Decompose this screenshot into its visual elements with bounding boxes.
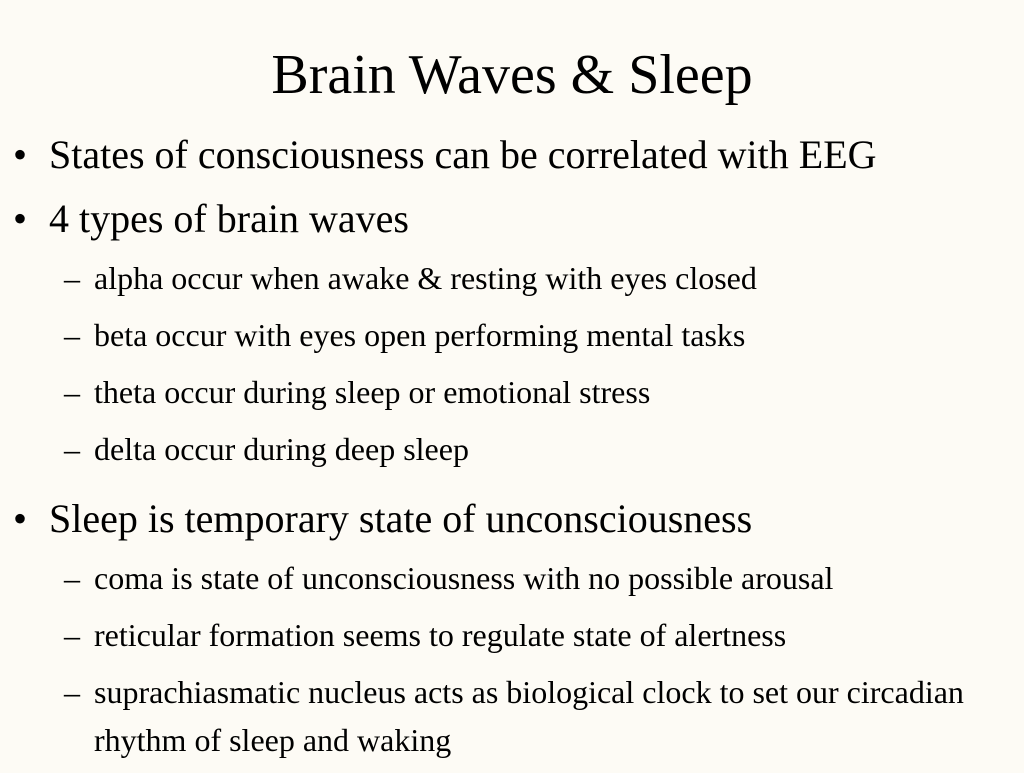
sub-bullet-item	[0, 668, 1024, 764]
dash-icon: –	[64, 617, 80, 653]
dash-icon: –	[64, 374, 80, 410]
bullet-icon: •	[13, 496, 28, 541]
dash-icon: –	[64, 674, 80, 710]
slide-content	[0, 126, 1024, 773]
bullet-item	[0, 126, 1024, 184]
sub-bullet-text: suprachiasmatic nucleus acts as biological clock to set our circadian rhythm of sleep and waking	[94, 674, 964, 758]
slide-title: Brain Waves & Sleep	[271, 44, 753, 106]
sub-bullet-item	[0, 368, 1024, 416]
spacer	[0, 482, 1024, 490]
dash-icon: –	[64, 260, 80, 296]
bullet-icon: •	[13, 196, 28, 241]
sub-bullet-text: reticular formation seems to regulate state of alertness	[94, 617, 787, 653]
dash-icon: –	[64, 431, 80, 467]
sub-bullet-text: delta occur during deep sleep	[94, 431, 469, 467]
bullet-text: 4 types of brain waves	[49, 196, 409, 241]
dash-icon: –	[64, 317, 80, 353]
sub-bullet-text: alpha occur when awake & resting with eyes closed	[94, 260, 757, 296]
sub-bullet-item	[0, 254, 1024, 302]
sub-bullet-text: coma is state of unconsciousness with no possible arousal	[94, 560, 834, 596]
bullet-text: Sleep is temporary state of unconsciousness	[49, 496, 753, 541]
bullet-item	[0, 190, 1024, 248]
sub-bullet-text: beta occur with eyes open performing mental tasks	[94, 317, 746, 353]
bullet-text: States of consciousness can be correlated with EEG	[49, 132, 877, 177]
bullet-icon: •	[13, 132, 28, 177]
bullet-item	[0, 490, 1024, 548]
sub-bullet-item	[0, 554, 1024, 602]
dash-icon: –	[64, 560, 80, 596]
sub-bullet-item	[0, 425, 1024, 473]
sub-bullet-item	[0, 611, 1024, 659]
sub-bullet-text: theta occur during sleep or emotional stress	[94, 374, 651, 410]
sub-bullet-item	[0, 311, 1024, 359]
